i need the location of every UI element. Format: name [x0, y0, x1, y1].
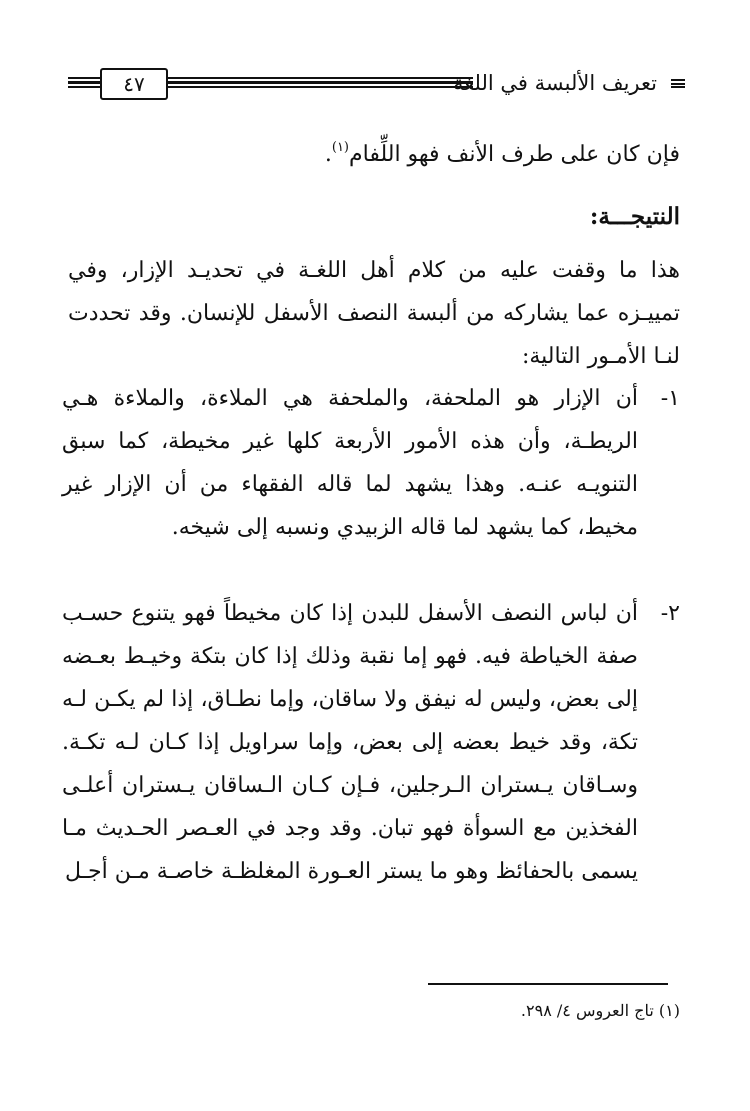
result-heading: النتيجـــة: — [589, 203, 680, 230]
list-item — [64, 592, 680, 936]
list-item — [64, 377, 680, 549]
intro-line — [64, 140, 680, 167]
footnote-marker: (١) — [331, 140, 349, 155]
header-title: تعريف الألبسة في اللغة — [453, 71, 657, 95]
list-item-text: أن الإزار هو الملحفة، والملحفة هي الملاءة، والملاءة هـي الريطـة، وأن هذه الأمور الأربعة كلها غير مخيطة، كما سبق التنويـه عنـه. وهذا يشهد لما قاله الفقهاء من أن الإزار غير مخيط، كما يشهد لما قاله الزبيدي ونسبه إلى شيخه. — [62, 386, 638, 540]
footnote: (١) تاج العروس ٤/ ٢٩٨. — [520, 1001, 680, 1020]
paragraph: هذا ما وقفت عليه من كلام أهل اللغـة في تحديـد الإزار، وفي تمييـزه عما يشاركه من ألبسة النصف الأسفل للإنسان. وقد تحددت لنـا الأمـور التالية: — [68, 258, 680, 369]
running-header — [68, 66, 685, 100]
list-item-number: ١- — [660, 386, 680, 411]
list-item-text: أن لباس النصف الأسفل للبدن إذا كان مخيطاً فهو يتنوع حسـب صفة الخياطة فيه. فهو إما نقبة وذلك إذا كان بتكة وخيـط بعـضه إلى بعض، وليس له نيفق ولا ساقان، وإما نطـاق، إذا لم يكـن لـه تكة، وقد خيط بعضه إلى بعض، وإما سراويل إذا كـان لـه تكـة. وسـاقان يـستران الـرجلين، فـإن كـان الـساقان يـستران أعلـى الفخذين مع السوأة فهو تبان. وقد وجد في العـصر الحـديث مـا يسمى بالحفائظ وهو ما يستر العـورة المغلظـة خاصـة مـن أجـل — [62, 601, 638, 884]
footnote-separator — [428, 983, 668, 985]
page-number: ٤٧ — [100, 68, 168, 100]
header-bullet-icon — [671, 79, 685, 88]
list-item-number: ٢- — [660, 601, 680, 626]
intro-end: . — [324, 142, 332, 167]
intro-text: فإن كان على طرف الأنف فهو اللِّفام — [349, 142, 680, 167]
